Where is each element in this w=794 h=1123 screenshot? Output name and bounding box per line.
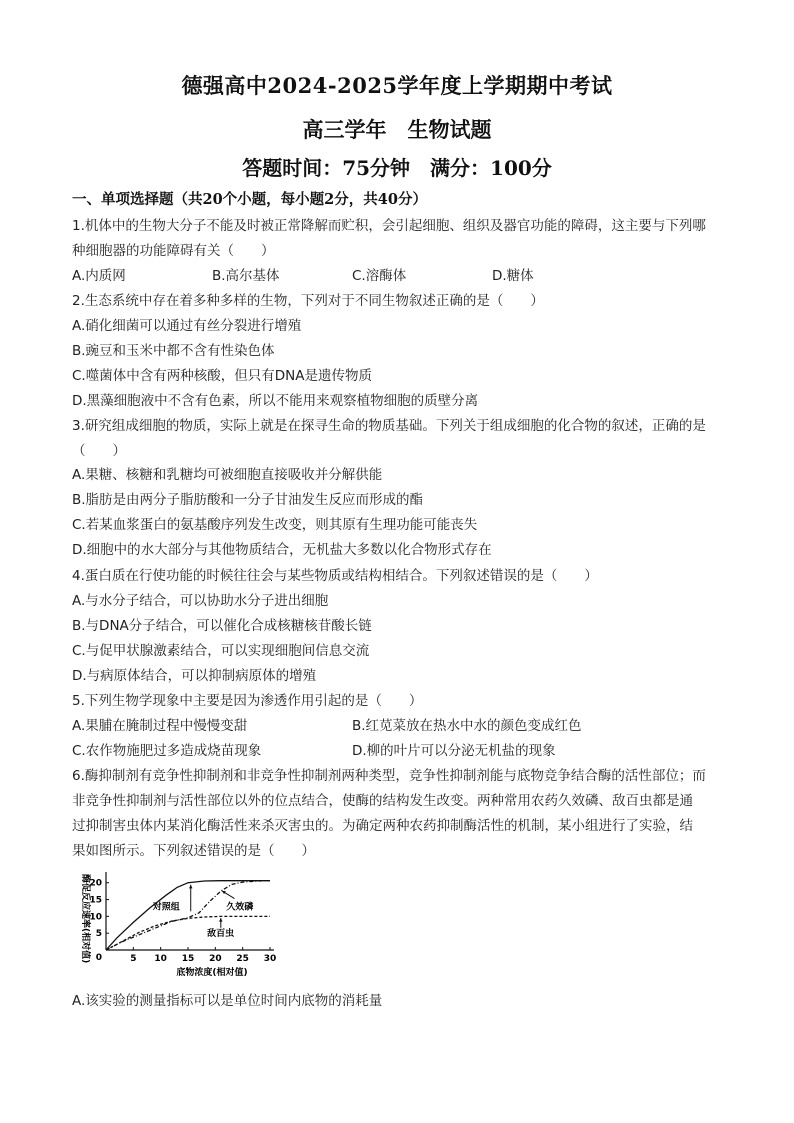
- x-tick-label: 10: [154, 954, 167, 964]
- q3-stem-line2: （ ）: [72, 443, 126, 459]
- q3-option-b: B.脂肪是由两分子脂肪酸和一分子甘油发生反应而形成的酯: [72, 492, 424, 508]
- q2-option-a: A.硝化细菌可以通过有丝分裂进行增殖: [72, 318, 302, 334]
- q4-option-b: B.与DNA分子结合，可以催化合成核糖核苷酸长链: [72, 618, 372, 634]
- q3-stem-line1: 3.研究组成细胞的物质，实际上就是在探寻生命的物质基础。下列关于组成细胞的化合物的叙述，正确的是: [72, 418, 706, 434]
- origin-label: 0: [95, 953, 102, 963]
- x-tick-label: 30: [263, 954, 277, 964]
- q1-option-d: D.糖体: [492, 268, 534, 284]
- section-title: 一、单项选择题（共20个小题，每小题2分，共40分）: [72, 191, 427, 208]
- y-axis-label: 酶促反应速率(相对值): [80, 874, 90, 964]
- q6-stem-line2: 非竞争性抑制剂与活性部位以外的位点结合，使酶的结构发生改变。两种常用农药久效磷、敌百虫都是通: [72, 793, 693, 809]
- y-tick-label: 20: [89, 878, 102, 889]
- q1-stem-line1: 1.机体中的生物大分子不能及时被正常降解而贮积，会引起细胞、组织及器官功能的障碍，这主要与下列哪: [72, 218, 706, 234]
- q1-stem-line2: 种细胞器的功能障碍有关（ ）: [72, 243, 275, 259]
- label-dibaichong: 敌百虫: [207, 928, 235, 939]
- enzyme-rate-chart: [72, 866, 282, 978]
- q3-option-d: D.细胞中的水大部分与其他物质结合，无机盐大多数以化合物形式存在: [72, 542, 492, 558]
- y-tick-label: 10: [89, 912, 102, 923]
- x-tick-label: 15: [181, 954, 195, 964]
- q5-option-b: B.红苋菜放在热水中水的颜色变成红色: [352, 718, 582, 734]
- q2-option-d: D.黑藻细胞液中不含有色素，所以不能用来观察植物细胞的质壁分离: [72, 393, 479, 409]
- q3-option-c: C.若某血浆蛋白的氨基酸序列发生改变，则其原有生理功能可能丧失: [72, 517, 478, 533]
- q1-option-a: A.内质网: [72, 268, 126, 284]
- y-tick-label: 5: [95, 929, 102, 940]
- label-jiuxiaolin: 久效磷: [226, 902, 254, 913]
- label-control: 对照组: [152, 902, 180, 913]
- y-tick-label: 15: [89, 895, 102, 906]
- q6-stem-line4: 果如图所示。下列叙述错误的是（ ）: [72, 843, 315, 859]
- x-axis-label: 底物浓度(相对值): [176, 968, 248, 978]
- arrow-control-head: [189, 885, 192, 889]
- series-line-1: [106, 881, 270, 950]
- q6-option-a: A.该实验的测量指标可以是单位时间内底物的消耗量: [72, 993, 383, 1009]
- q6-stem-line1: 6.酶抑制剂有竞争性抑制剂和非竞争性抑制剂两种类型，竞争性抑制剂能与底物竞争结合酶的活性部位；而: [72, 768, 706, 784]
- q5-option-a: A.果脯在腌制过程中慢慢变甜: [72, 718, 248, 734]
- q4-option-a: A.与水分子结合，可以协助水分子进出细胞: [72, 593, 329, 609]
- q1-option-c: C.溶酶体: [352, 268, 407, 284]
- q5-option-c: C.农作物施肥过多造成烧苗现象: [72, 743, 262, 759]
- arrow-dibaichong-head: [219, 918, 222, 922]
- q4-option-d: D.与病原体结合，可以抑制病原体的增殖: [72, 668, 317, 684]
- q2-option-b: B.豌豆和玉米中都不含有性染色体: [72, 343, 275, 359]
- q5-option-d: D.柳的叶片可以分泌无机盐的现象: [352, 743, 556, 759]
- q4-option-c: C.与促甲状腺激素结合，可以实现细胞间信息交流: [72, 643, 370, 659]
- x-tick-label: 5: [130, 954, 137, 964]
- x-tick-label: 20: [209, 954, 222, 964]
- exam-subtitle: 高三学年 生物试题: [302, 117, 492, 142]
- series-line-0: [106, 881, 270, 950]
- exam-info: 答题时间：75分钟 满分：100分: [242, 156, 552, 180]
- q2-stem: 2.生态系统中存在着多种多样的生物，下列对于不同生物叙述正确的是（ ）: [72, 293, 544, 309]
- q3-option-a: A.果糖、核糖和乳糖均可被细胞直接吸收并分解供能: [72, 467, 383, 483]
- q2-option-c: C.噬菌体中含有两种核酸，但只有DNA是遗传物质: [72, 368, 372, 384]
- q4-stem: 4.蛋白质在行使功能的时候往往会与某些物质或结构相结合。下列叙述错误的是（ ）: [72, 568, 598, 584]
- exam-title: 德强高中2024-2025学年度上学期期中考试: [181, 73, 613, 98]
- x-tick-label: 25: [236, 954, 249, 964]
- q1-option-b: B.高尔基体: [212, 268, 280, 284]
- series-line-2: [106, 916, 270, 950]
- q5-stem: 5.下列生物学现象中主要是因为渗透作用引起的是（ ）: [72, 693, 423, 709]
- q6-stem-line3: 过抑制害虫体内某消化酶活性来杀灭害虫的。为确定两种农药抑制酶活性的机制，某小组进行了实验，结: [72, 818, 693, 834]
